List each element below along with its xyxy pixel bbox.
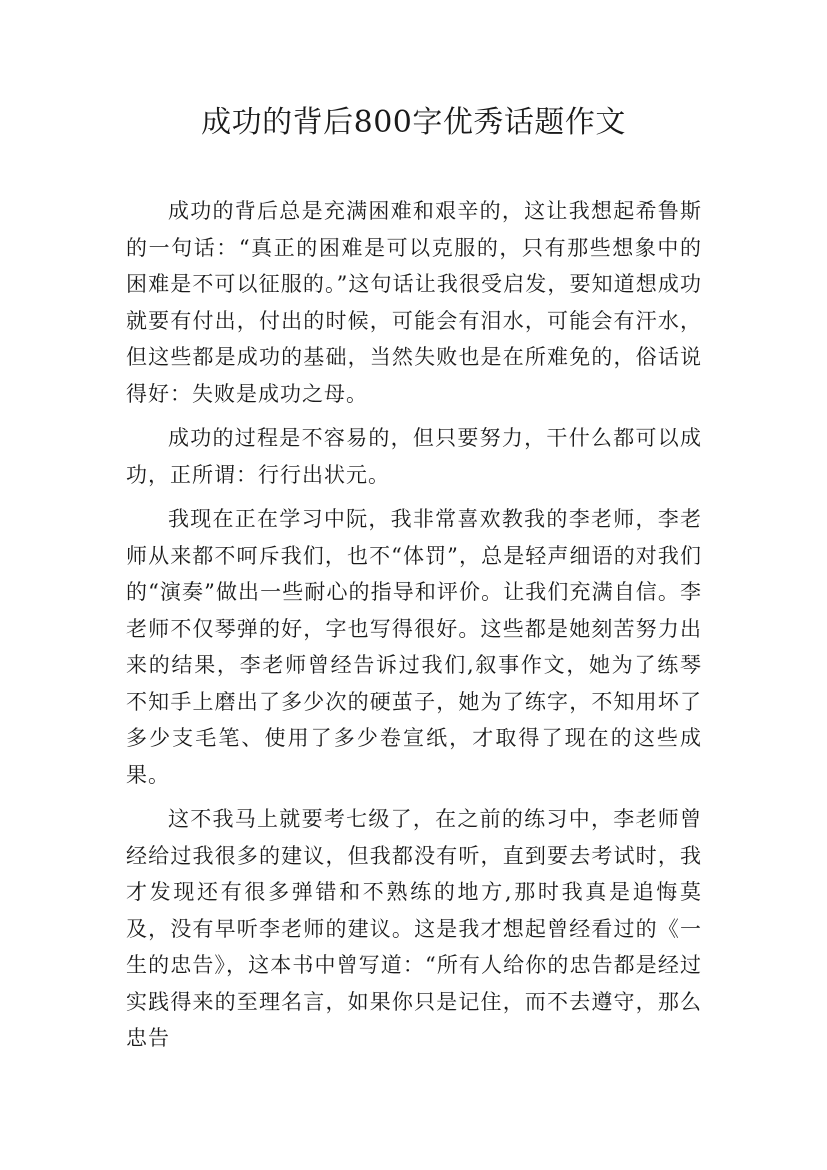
paragraph-1: 成功的背后总是充满困难和艰辛的，这让我想起希鲁斯的一句话：“真正的困难是可以克服的，只有那些想象中的困难是不可以征服的。”这句话让我很受启发，要知道想成功就要有付出，付出的时候，可能会有泪水，可能会有汗水，但这些都是成功的基础，当然失败也是在所难免的，俗话说得好：失败是成功之母。: [126, 199, 702, 406]
document-body: [126, 193, 702, 1065]
paragraph-3: 我现在正在学习中阮，我非常喜欢教我的李老师，李老师从来都不呵斥我们，也不“体罚”，总是轻声细语的对我们的“演奏”做出一些耐心的指导和评价。让我们充满自信。李老师不仅琴弹的好，字也写得很好。这些都是她刻苦努力出来的结果，李老师曾经告诉过我们,叙事作文，她为了练琴不知手上磨出了多少次的硬茧子，她为了练字，不知用坏了多少支毛笔、使用了多少卷宣纸，才取得了现在的这些成果。: [126, 507, 702, 787]
paragraph-2: 成功的过程是不容易的，但只要努力，干什么都可以成功，正所谓：行行出状元。: [126, 426, 702, 487]
document-title: 成功的背后800字优秀话题作文: [201, 105, 626, 140]
paragraph-4: 这不我马上就要考七级了，在之前的练习中，李老师曾经给过我很多的建议，但我都没有听，直到要去考试时，我才发现还有很多弹错和不熟练的地方,那时我真是追悔莫及，没有早听李老师的建议。这是我才想起曾经看过的《一生的忠告》，这本书中曾写道：“所有人给你的忠告都是经过实践得来的至理名言，如果你只是记住，而不去遵守，那么忠告: [126, 807, 702, 1050]
